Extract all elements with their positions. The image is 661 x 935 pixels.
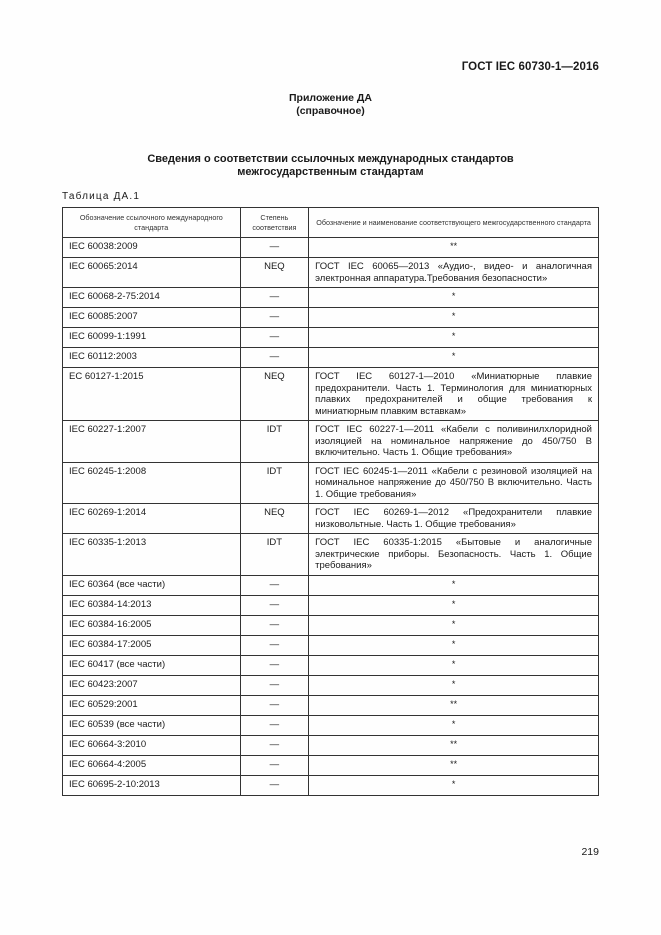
degree-cell: NEQ bbox=[240, 504, 309, 534]
degree-cell: — bbox=[240, 735, 309, 755]
table-row bbox=[63, 775, 599, 795]
international-standard-cell: IEC 60417 (все части) bbox=[63, 655, 241, 675]
degree-cell: — bbox=[240, 715, 309, 735]
table-row bbox=[63, 368, 599, 421]
table-row bbox=[63, 675, 599, 695]
international-standard-cell: IEC 60227-1:2007 bbox=[63, 421, 241, 463]
page-number: 219 bbox=[581, 846, 599, 858]
degree-cell: — bbox=[240, 238, 309, 258]
degree-cell: — bbox=[240, 675, 309, 695]
interstate-standard-cell: ГОСТ IEC 60127-1—2010 «Миниатюрные плавкие предохранители. Часть 1. Терминология для миниатюрных плавких предохранителей и общие требования к миниатюрным плавким вставкам» bbox=[309, 368, 599, 421]
degree-cell: IDT bbox=[240, 462, 309, 504]
section-heading bbox=[0, 153, 661, 179]
degree-cell: — bbox=[240, 308, 309, 328]
interstate-standard-cell: * bbox=[309, 308, 599, 328]
table-row bbox=[63, 715, 599, 735]
international-standard-cell: IEC 60539 (все части) bbox=[63, 715, 241, 735]
table-row bbox=[63, 328, 599, 348]
international-standard-cell: IEC 60085:2007 bbox=[63, 308, 241, 328]
interstate-standard-cell: ** bbox=[309, 695, 599, 715]
table-row bbox=[63, 238, 599, 258]
international-standard-cell: IEC 60529:2001 bbox=[63, 695, 241, 715]
interstate-standard-cell: ГОСТ IEC 60335-1:2015 «Бытовые и аналогичные электрические приборы. Безопасность. Часть 1. Общие требования» bbox=[309, 534, 599, 576]
international-standard-cell: IEC 60335-1:2013 bbox=[63, 534, 241, 576]
interstate-standard-cell: * bbox=[309, 655, 599, 675]
interstate-standard-cell: ** bbox=[309, 755, 599, 775]
international-standard-cell: IEC 60664-4:2005 bbox=[63, 755, 241, 775]
table-row bbox=[63, 575, 599, 595]
table-row bbox=[63, 258, 599, 288]
international-standard-cell: IEC 60068-2-75:2014 bbox=[63, 288, 241, 308]
degree-cell: — bbox=[240, 288, 309, 308]
international-standard-cell: IEC 60384-17:2005 bbox=[63, 635, 241, 655]
table-row bbox=[63, 695, 599, 715]
international-standard-cell: EC 60127-1:2015 bbox=[63, 368, 241, 421]
interstate-standard-cell: * bbox=[309, 575, 599, 595]
reference-table bbox=[62, 207, 599, 796]
table-body bbox=[63, 238, 599, 796]
international-standard-cell: IEC 60364 (все части) bbox=[63, 575, 241, 595]
interstate-standard-cell: * bbox=[309, 595, 599, 615]
interstate-standard-cell: * bbox=[309, 635, 599, 655]
degree-cell: — bbox=[240, 775, 309, 795]
interstate-standard-cell: ГОСТ IEC 60269-1—2012 «Предохранители плавкие низковольтные. Часть 1. Общие требования» bbox=[309, 504, 599, 534]
international-standard-cell: IEC 60112:2003 bbox=[63, 348, 241, 368]
table-row bbox=[63, 655, 599, 675]
degree-cell: — bbox=[240, 615, 309, 635]
column-header-degree: Степень соответствия bbox=[240, 208, 309, 238]
degree-cell: — bbox=[240, 575, 309, 595]
interstate-standard-cell: ГОСТ IEC 60227-1—2011 «Кабели с поливинилхлоридной изоляцией на номинальное напряжение до 450/750 В включительно. Часть 1. Общие требования» bbox=[309, 421, 599, 463]
table-row bbox=[63, 348, 599, 368]
interstate-standard-cell: ** bbox=[309, 238, 599, 258]
interstate-standard-cell: * bbox=[309, 615, 599, 635]
interstate-standard-cell: * bbox=[309, 675, 599, 695]
table-row bbox=[63, 308, 599, 328]
degree-cell: — bbox=[240, 635, 309, 655]
interstate-standard-cell: * bbox=[309, 775, 599, 795]
table-row bbox=[63, 615, 599, 635]
international-standard-cell: IEC 60664-3:2010 bbox=[63, 735, 241, 755]
international-standard-cell: IEC 60269-1:2014 bbox=[63, 504, 241, 534]
degree-cell: — bbox=[240, 328, 309, 348]
degree-cell: — bbox=[240, 348, 309, 368]
interstate-standard-cell: * bbox=[309, 328, 599, 348]
interstate-standard-cell: ГОСТ IEC 60065—2013 «Аудио-, видео- и аналогичная электронная аппаратура.Требования безопасности» bbox=[309, 258, 599, 288]
international-standard-cell: IEC 60099-1:1991 bbox=[63, 328, 241, 348]
section-heading-line-2: межгосударственным стандартам bbox=[237, 166, 424, 178]
table-row bbox=[63, 595, 599, 615]
degree-cell: IDT bbox=[240, 421, 309, 463]
appendix-note: (справочное) bbox=[296, 105, 365, 117]
table-row bbox=[63, 421, 599, 463]
table-header-row bbox=[63, 208, 599, 238]
table-row bbox=[63, 635, 599, 655]
international-standard-cell: IEC 60695-2-10:2013 bbox=[63, 775, 241, 795]
section-heading-line-1: Сведения о соответствии ссылочных международных стандартов bbox=[147, 153, 514, 165]
degree-cell: — bbox=[240, 695, 309, 715]
international-standard-cell: IEC 60038:2009 bbox=[63, 238, 241, 258]
appendix-title: Приложение ДА bbox=[289, 92, 372, 104]
interstate-standard-cell: * bbox=[309, 715, 599, 735]
international-standard-cell: IEC 60423:2007 bbox=[63, 675, 241, 695]
interstate-standard-cell: * bbox=[309, 288, 599, 308]
international-standard-cell: IEC 60384-14:2013 bbox=[63, 595, 241, 615]
table-row bbox=[63, 534, 599, 576]
degree-cell: NEQ bbox=[240, 368, 309, 421]
degree-cell: IDT bbox=[240, 534, 309, 576]
degree-cell: NEQ bbox=[240, 258, 309, 288]
degree-cell: — bbox=[240, 655, 309, 675]
table-row bbox=[63, 735, 599, 755]
column-header-interstate-standard: Обозначение и наименование соответствующего межгосударственного стандарта bbox=[309, 208, 599, 238]
column-header-international-standard: Обозначение ссылочного международного стандарта bbox=[63, 208, 241, 238]
international-standard-cell: IEC 60245-1:2008 bbox=[63, 462, 241, 504]
international-standard-cell: IEC 60384-16:2005 bbox=[63, 615, 241, 635]
table-row bbox=[63, 755, 599, 775]
interstate-standard-cell: ** bbox=[309, 735, 599, 755]
degree-cell: — bbox=[240, 755, 309, 775]
interstate-standard-cell: * bbox=[309, 348, 599, 368]
degree-cell: — bbox=[240, 595, 309, 615]
table-row bbox=[63, 288, 599, 308]
table-row bbox=[63, 504, 599, 534]
table-row bbox=[63, 462, 599, 504]
international-standard-cell: IEC 60065:2014 bbox=[63, 258, 241, 288]
interstate-standard-cell: ГОСТ IEC 60245-1—2011 «Кабели с резиновой изоляцией на номинальное напряжение до 450/750 В включительно. Часть 1. Общие требования» bbox=[309, 462, 599, 504]
table-caption: Таблица ДА.1 bbox=[62, 191, 141, 202]
appendix-header bbox=[0, 92, 661, 118]
document-code: ГОСТ IEC 60730-1—2016 bbox=[461, 61, 599, 73]
